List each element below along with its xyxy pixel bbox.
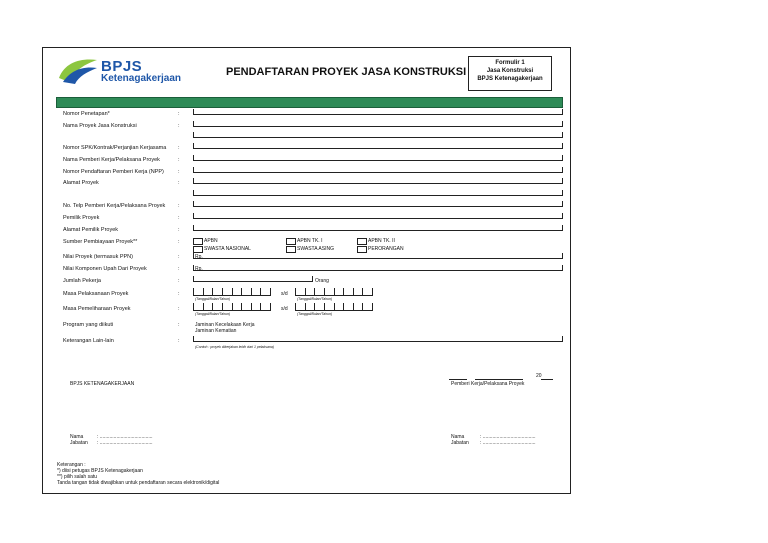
- date-tick: [305, 288, 306, 295]
- option-apbn: APBN: [204, 238, 218, 244]
- input-keterangan[interactable]: [193, 336, 563, 342]
- label-nilai-upah: Nilai Komponen Upah Dari Proyek: [63, 266, 147, 272]
- input-alamat-proyek-line2[interactable]: [193, 190, 563, 196]
- colon: :: [178, 306, 180, 312]
- date-tick: [372, 303, 373, 310]
- form-code-line2: Jasa Konstruksi: [486, 68, 534, 74]
- input-npp[interactable]: [193, 167, 563, 173]
- date-tick: [343, 303, 344, 310]
- date-tick: [314, 303, 315, 310]
- footer-note-3: Tanda tangan tidak diwajibkan untuk pendaftaran secara elektronik/digital: [57, 480, 220, 486]
- logo-text: BPJS: [101, 58, 143, 75]
- date-tick: [270, 303, 271, 310]
- form-code-box: [468, 56, 552, 91]
- input-nama-proyek[interactable]: [193, 121, 563, 127]
- input-no-telp[interactable]: [193, 201, 563, 207]
- colon: :: [178, 145, 180, 151]
- label-nilai-proyek: Nilai Proyek (termasuk PPN): [63, 254, 133, 260]
- nama-dots-left[interactable]: : ......................................: [97, 434, 153, 440]
- date-hint: (Tanggal/Bulan/Tahun): [297, 297, 333, 301]
- option-apbn-tk1: APBN TK. I: [297, 238, 323, 244]
- jabatan-label-left: Jabatan: [70, 440, 88, 446]
- date-from-pemeliharaan[interactable]: [193, 303, 271, 311]
- sd-label: s/d: [281, 291, 288, 297]
- program-jkk: Jaminan Kecelakaan Kerja: [195, 322, 255, 328]
- date-tick: [232, 288, 233, 295]
- nama-label-right: Nama: [451, 434, 465, 440]
- date-tick: [324, 303, 325, 310]
- label-alamat-pemilik: Alamat Pemilik Proyek: [63, 227, 119, 233]
- footer-note-2: **) pilih salah satu: [57, 474, 98, 480]
- form-title: PENDAFTARAN PROYEK JASA KONSTRUKSI: [226, 66, 467, 78]
- form-code-line1: Formulir 1: [495, 60, 525, 66]
- colon: :: [178, 239, 180, 245]
- label-jumlah-pekerja: Jumlah Pekerja: [63, 278, 101, 284]
- colon: :: [178, 203, 180, 209]
- form-code-line3: BPJS Ketenagakerjaan: [477, 76, 543, 82]
- currency-rp: Rp.: [195, 266, 203, 272]
- date-tick: [212, 303, 213, 310]
- label-sumber-pembiayaan: Sumber Pembiayaan Proyek**: [63, 239, 138, 245]
- nama-label-left: Nama: [70, 434, 84, 440]
- date-tick: [334, 303, 335, 310]
- program-jkm: Jaminan Kematian: [195, 328, 237, 334]
- date-tick: [353, 303, 354, 310]
- label-nomor-penetapan: Nomor Penetapan*: [63, 111, 110, 117]
- date-hint: (Tanggal/Bulan/Tahun): [195, 312, 231, 316]
- unit-orang: Orang: [315, 278, 329, 284]
- colon: :: [178, 123, 180, 129]
- colon: :: [178, 291, 180, 297]
- currency-rp: Rp.: [195, 254, 203, 260]
- checkbox-swasta-asing[interactable]: [286, 246, 296, 253]
- date-tick: [314, 288, 315, 295]
- input-nomor-spk[interactable]: [193, 143, 563, 149]
- jabatan-dots-right[interactable]: : ......................................: [480, 440, 536, 446]
- label-nama-proyek: Nama Proyek Jasa Konstruksi: [63, 123, 137, 129]
- date-tick: [222, 303, 223, 310]
- label-masa-pemeliharaan: Masa Pemeliharaan Proyek: [63, 306, 131, 312]
- bpjs-swoosh-icon: [57, 56, 99, 84]
- colon: :: [178, 338, 180, 344]
- pemberi-sign-label: Pemberi Kerja/Pelaksana Proyek: [451, 381, 525, 387]
- input-nilai-proyek[interactable]: [193, 253, 563, 259]
- date-from-pelaksanaan[interactable]: [193, 288, 271, 296]
- checkbox-apbn[interactable]: [193, 238, 203, 245]
- colon: :: [178, 157, 180, 163]
- colon: :: [178, 169, 180, 175]
- date-tick: [372, 288, 373, 295]
- colon: :: [178, 180, 180, 186]
- colon: :: [178, 322, 180, 328]
- input-alamat-pemilik[interactable]: [193, 225, 563, 231]
- colon: :: [178, 215, 180, 221]
- colon: :: [178, 227, 180, 233]
- label-masa-pelaksanaan: Masa Pelaksanaan Proyek: [63, 291, 129, 297]
- colon: :: [178, 254, 180, 260]
- date-tick: [241, 303, 242, 310]
- date-tick: [193, 303, 194, 310]
- date-tick: [305, 303, 306, 310]
- date-tick: [212, 288, 213, 295]
- option-swasta-asing: SWASTA ASING: [297, 246, 334, 252]
- input-alamat-proyek[interactable]: [193, 178, 563, 184]
- option-swasta-nasional: SWASTA NASIONAL: [204, 246, 251, 252]
- checkbox-apbn-tk1[interactable]: [286, 238, 296, 245]
- footer-note-1: *) diisi petugas BPJS Ketenagakerjaan: [57, 468, 143, 474]
- jabatan-label-right: Jabatan: [451, 440, 469, 446]
- date-tick: [193, 288, 194, 295]
- label-program: Program yang diikuti: [63, 322, 114, 328]
- option-perorangan: PERORANGAN: [368, 246, 404, 252]
- date-tick: [222, 288, 223, 295]
- input-nama-proyek-line2[interactable]: [193, 132, 563, 138]
- date-line[interactable]: [449, 379, 467, 380]
- date-tick: [260, 288, 261, 295]
- date-tick: [295, 303, 296, 310]
- date-tick: [241, 288, 242, 295]
- logo-subtext: Ketenagakerjaan: [101, 73, 182, 84]
- date-tick: [203, 288, 204, 295]
- sd-label: s/d: [281, 306, 288, 312]
- input-jumlah-pekerja[interactable]: [193, 276, 313, 282]
- label-nomor-spk: Nomor SPK/Kontrak/Perjanjian Kerjasama: [63, 145, 167, 151]
- footer-title: Keterangan :: [57, 462, 86, 468]
- date-tick: [334, 288, 335, 295]
- label-alamat-proyek: Alamat Proyek: [63, 180, 99, 186]
- option-apbn-tk2: APBN TK. II: [368, 238, 395, 244]
- checkbox-apbn-tk2[interactable]: [357, 238, 367, 245]
- bpjs-logo: [57, 56, 207, 86]
- date-tick: [362, 288, 363, 295]
- date-tick: [251, 288, 252, 295]
- date-tick: [295, 288, 296, 295]
- label-no-telp: No. Telp Pemberi Kerja/Pelaksana Proyek: [63, 203, 166, 209]
- checkbox-perorangan[interactable]: [357, 246, 367, 253]
- date-tick: [260, 303, 261, 310]
- date-line[interactable]: [541, 379, 553, 380]
- label-pemilik-proyek: Pemilik Proyek: [63, 215, 100, 221]
- date-tick: [362, 303, 363, 310]
- date-tick: [232, 303, 233, 310]
- date-tick: [270, 288, 271, 295]
- checkbox-swasta-nasional[interactable]: [193, 246, 203, 253]
- colon: :: [178, 278, 180, 284]
- input-nomor-penetapan[interactable]: [193, 109, 563, 115]
- input-nama-pemberi-kerja[interactable]: [193, 155, 563, 161]
- nama-dots-right[interactable]: : ......................................: [480, 434, 536, 440]
- date-line[interactable]: [475, 379, 523, 380]
- colon: :: [178, 266, 180, 272]
- date-to-pemeliharaan[interactable]: [295, 303, 373, 311]
- label-nama-pemberi-kerja: Nama Pemberi Kerja/Pelaksana Proyek: [63, 157, 160, 163]
- date-tick: [343, 288, 344, 295]
- bpjs-sign-label: BPJS KETENAGAKERJAAN: [70, 381, 135, 387]
- header-green-bar: [56, 97, 563, 108]
- keterangan-hint: (Contoh : proyek dikerjakan lebih dari 1 pelaksana): [195, 345, 274, 349]
- input-nilai-upah[interactable]: [193, 265, 563, 271]
- date-tick: [324, 288, 325, 295]
- colon: :: [178, 111, 180, 117]
- label-keterangan: Keterangan Lain-lain: [63, 338, 114, 344]
- date-tick: [251, 303, 252, 310]
- jabatan-dots-left[interactable]: : ......................................: [97, 440, 153, 446]
- date-hint: (Tanggal/Bulan/Tahun): [297, 312, 333, 316]
- date-tick: [353, 288, 354, 295]
- date-hint: (Tanggal/Bulan/Tahun): [195, 297, 231, 301]
- year-prefix: 20: [536, 373, 542, 379]
- label-npp: Nomor Pendaftaran Pemberi Kerja (NPP): [63, 169, 164, 175]
- form-page: [42, 47, 571, 494]
- input-pemilik-proyek[interactable]: [193, 213, 563, 219]
- date-tick: [203, 303, 204, 310]
- date-to-pelaksanaan[interactable]: [295, 288, 373, 296]
